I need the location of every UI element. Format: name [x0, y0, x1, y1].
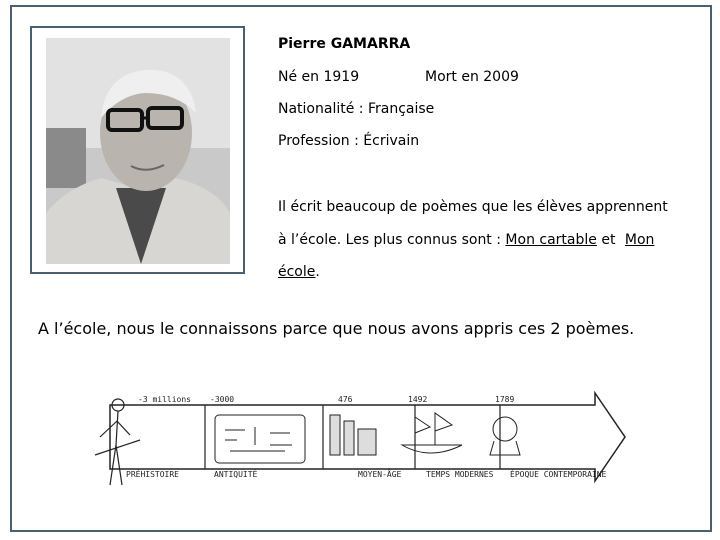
- period-label: ANTIQUITÉ: [214, 470, 258, 479]
- antiquity-tablet-illustration: [215, 415, 305, 463]
- date-label: 1492: [408, 395, 428, 404]
- date-label: 476: [338, 395, 353, 404]
- period-label: ÉPOQUE CONTEMPORAINE: [510, 470, 607, 479]
- poem-title-mon-cartable: Mon cartable: [505, 232, 597, 248]
- poem-title-mon-ecole-part2: école: [278, 264, 316, 280]
- description-period: .: [315, 264, 320, 280]
- person-name: Pierre GAMARRA: [278, 36, 411, 52]
- period-label: TEMPS MODERNES: [426, 470, 494, 479]
- period-label: PRÉHISTOIRE: [126, 470, 179, 479]
- description-connector: et: [596, 232, 620, 248]
- description-line-3: [278, 264, 320, 280]
- description-line-2: [278, 232, 654, 248]
- date-label: -3 millions: [138, 395, 191, 404]
- description-prefix: à l’école. Les plus connus sont :: [278, 232, 506, 248]
- nationality: Nationalité : Française: [278, 101, 435, 117]
- main-sentence: A l’école, nous le connaissons parce que nous avons appris ces 2 poèmes.: [38, 319, 635, 338]
- birth-year: Né en 1919: [278, 69, 360, 85]
- profession: Profession : Écrivain: [278, 133, 420, 149]
- date-label: -3000: [210, 395, 235, 404]
- poem-title-mon-ecole-part1: Mon: [624, 232, 655, 248]
- history-timeline: [90, 385, 630, 495]
- portrait-photo: [46, 38, 230, 264]
- date-label: 1789: [495, 395, 515, 404]
- portrait-frame: [30, 26, 245, 274]
- period-label: MOYEN-ÂGE: [358, 470, 402, 479]
- description-line-1: Il écrit beaucoup de poèmes que les élèves apprennent: [278, 199, 668, 215]
- castle-illustration: [330, 415, 376, 455]
- ship-illustration: [402, 413, 462, 453]
- death-year: Mort en 2009: [425, 69, 519, 85]
- revolution-bust-illustration: [490, 417, 520, 455]
